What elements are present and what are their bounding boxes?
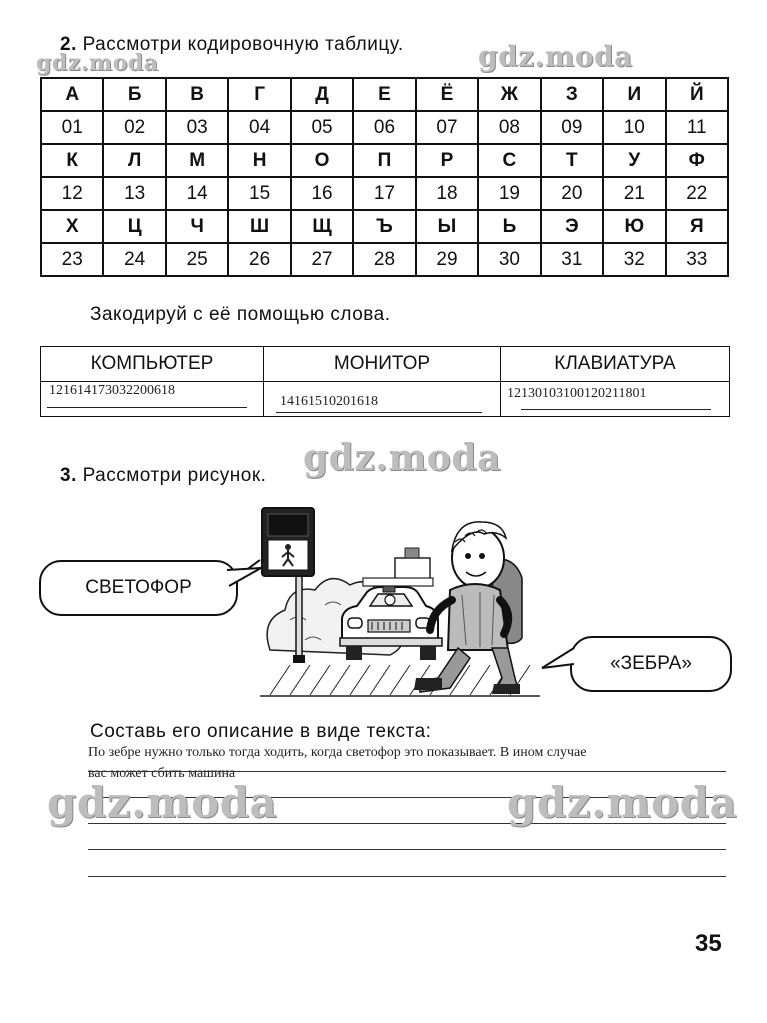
answer-underline [276,412,482,413]
callout-zebra: «ЗЕБРА» [570,636,732,692]
code-cell: 05 [291,111,353,144]
task-3-number: 3. [60,465,77,486]
code-cell: 04 [228,111,290,144]
code-cell: 12 [41,177,103,210]
code-cell: 09 [541,111,603,144]
code-cell: 26 [228,243,290,276]
task-3-heading [60,465,266,487]
letter-cell: А [41,78,103,111]
writing-line[interactable] [88,849,726,850]
letters-row [41,78,728,111]
answer-underline [521,409,711,410]
codes-row [41,177,728,210]
writing-line[interactable] [88,876,726,877]
letters-row [41,210,728,243]
letter-cell: З [541,78,603,111]
words-table [40,346,730,417]
code-cell: 13 [103,177,165,210]
letter-cell: О [291,144,353,177]
letter-cell: Е [353,78,415,111]
letter-cell: Т [541,144,603,177]
letter-cell: Р [416,144,478,177]
letter-cell: Ч [166,210,228,243]
code-cell: 16 [291,177,353,210]
code-cell: 25 [166,243,228,276]
code-cell: 20 [541,177,603,210]
code-cell: 07 [416,111,478,144]
code-cell: 31 [541,243,603,276]
letter-cell: П [353,144,415,177]
word-header: МОНИТОР [264,347,501,382]
code-cell: 29 [416,243,478,276]
description-answer-line-1: По зебре нужно только тогда ходить, когда светофор это показывает. В ином случае [88,745,587,760]
codes-row [41,243,728,276]
watermark: gdz.moda [478,40,633,73]
code-cell: 06 [353,111,415,144]
code-cell: 18 [416,177,478,210]
code-cell: 03 [166,111,228,144]
code-cell: 21 [603,177,665,210]
letter-cell: И [603,78,665,111]
code-cell: 11 [666,111,728,144]
description-answer-line-2: вас может сбить машина [88,766,236,781]
letter-cell: Ы [416,210,478,243]
street-illustration [230,500,550,700]
answer-cell[interactable] [501,382,730,417]
letter-cell: Ё [416,78,478,111]
task-2-title: Рассмотри кодировочную таблицу. [82,34,404,55]
letter-cell: Ю [603,210,665,243]
encode-instruction: Закодируй с её помощью слова. [90,304,391,325]
answer-underline [47,407,247,408]
answer-text: 121614173032200618 [49,383,175,398]
code-cell: 08 [478,111,540,144]
letter-cell: Х [41,210,103,243]
coding-table [40,77,729,277]
code-cell: 01 [41,111,103,144]
letter-cell: Щ [291,210,353,243]
traffic-light-pole [296,570,302,660]
code-cell: 28 [353,243,415,276]
letter-cell: Г [228,78,290,111]
callout-left-tail [225,564,265,594]
letter-cell: К [41,144,103,177]
watermark: gdz.moda [47,778,278,827]
describe-prompt: Составь его описание в виде текста: [90,721,432,742]
letter-cell: Я [666,210,728,243]
code-cell: 02 [103,111,165,144]
codes-row [41,111,728,144]
task-2-number: 2. [60,34,77,55]
letter-cell: Й [666,78,728,111]
code-cell: 33 [666,243,728,276]
code-cell: 10 [603,111,665,144]
code-cell: 24 [103,243,165,276]
watermark: gdz.moda [507,778,738,827]
watermark: gdz.moda [36,50,159,76]
letters-row [41,144,728,177]
code-cell: 19 [478,177,540,210]
letter-cell: Ь [478,210,540,243]
code-cell: 32 [603,243,665,276]
letter-cell: Ц [103,210,165,243]
page-number: 35 [695,930,722,957]
code-cell: 27 [291,243,353,276]
answer-text: 12130103100120211801 [507,386,647,401]
letter-cell: Ж [478,78,540,111]
task-3-title: Рассмотри рисунок. [82,465,267,486]
answer-cell[interactable] [41,382,264,417]
letter-cell: Н [228,144,290,177]
writing-line[interactable] [88,771,726,772]
letter-cell: С [478,144,540,177]
letter-cell: М [166,144,228,177]
answer-cell[interactable] [264,382,501,417]
code-cell: 15 [228,177,290,210]
callout-svetofor: СВЕТОФОР [39,560,238,616]
code-cell: 30 [478,243,540,276]
letter-cell: Л [103,144,165,177]
word-header: КЛАВИАТУРА [501,347,730,382]
letter-cell: Д [291,78,353,111]
traffic-light-icon [262,508,314,576]
answer-text: 14161510201618 [280,394,378,409]
callout-right-tail [540,644,576,674]
letter-cell: Б [103,78,165,111]
code-cell: 17 [353,177,415,210]
code-cell: 22 [666,177,728,210]
letter-cell: Ш [228,210,290,243]
watermark: gdz.moda [303,437,501,479]
code-cell: 14 [166,177,228,210]
letter-cell: В [166,78,228,111]
letter-cell: У [603,144,665,177]
letter-cell: Ф [666,144,728,177]
code-cell: 23 [41,243,103,276]
word-header: КОМПЬЮТЕР [41,347,264,382]
letter-cell: Ъ [353,210,415,243]
letter-cell: Э [541,210,603,243]
